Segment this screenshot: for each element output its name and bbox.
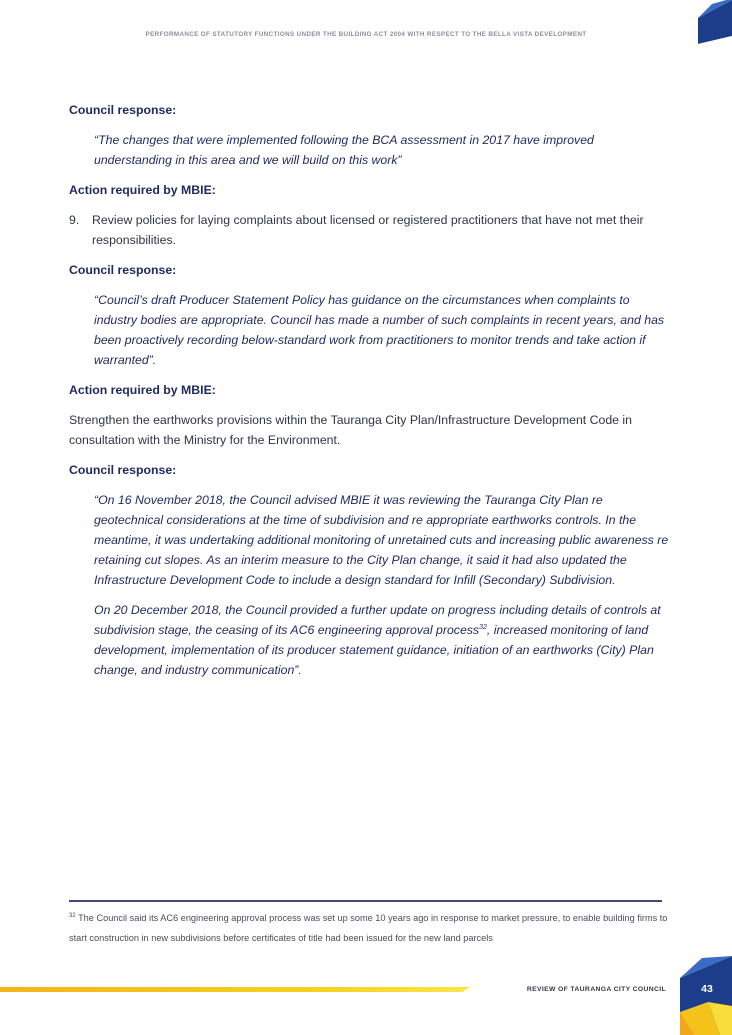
council-quote: “The changes that were implemented following the BCA assessment in 2017 have improved understanding in this area and we will build on this work” bbox=[94, 133, 594, 167]
action-required-label: Action required by MBIE: bbox=[69, 383, 216, 397]
council-quote: “On 16 November 2018, the Council advised MBIE it was reviewing the Tauranga City Plan re geotechnical considerations at the time of subdivision and re appropriate earthworks controls. In the meantime, it was undertaking additional monitoring of unretained cuts and increasing public awareness re retaining cut slopes. As an interim measure to the City Plan change, it said it had also updated the Infrastructure Development Code to include a design standard for Infill (Secondary) Subdivision. bbox=[94, 493, 669, 587]
list-number: 9. bbox=[69, 213, 80, 227]
action-required-label: Action required by MBIE: bbox=[69, 183, 216, 197]
running-header: PERFORMANCE OF STATUTORY FUNCTIONS UNDER THE BUILDING ACT 2004 WITH RESPECT TO THE BELLA VISTA DEVELOPMENT bbox=[145, 31, 587, 38]
action-text: Strengthen the earthworks provisions within the Tauranga City Plan/Infrastructure Development Code in consultation with the Ministry for the Environment. bbox=[69, 413, 632, 447]
council-response-label: Council response: bbox=[69, 263, 177, 277]
footnote bbox=[69, 908, 669, 948]
council-response-label: Council response: bbox=[69, 103, 177, 117]
main-content bbox=[69, 100, 669, 690]
corner-decoration-bottom bbox=[680, 956, 732, 1035]
page-number: 43 bbox=[701, 983, 713, 995]
footnote-reference[interactable]: 32 bbox=[479, 623, 487, 631]
corner-decoration-top bbox=[698, 0, 732, 44]
footer-label: REVIEW OF TAURANGA CITY COUNCIL bbox=[526, 986, 666, 993]
council-response-label: Council response: bbox=[69, 463, 177, 477]
footer-accent-bar bbox=[0, 987, 470, 992]
quote-text: , increased monitoring of land development, implementation of its producer statement guidance, initiation of an earthworks (City) Plan change, and industry communication”. bbox=[94, 623, 654, 677]
council-quote bbox=[94, 600, 669, 680]
footnote-divider bbox=[69, 900, 662, 902]
footnote-number: 32 bbox=[69, 912, 76, 919]
list-text: Review policies for laying complaints about licensed or registered practitioners that have not met their responsibilities. bbox=[92, 213, 644, 247]
council-quote: “Council’s draft Producer Statement Policy has guidance on the circumstances when complaints to industry bodies are appropriate. Council has made a number of such complaints in recent years, and has been proactively recording below-standard work from practitioners to monitor trends and take action if warranted”. bbox=[94, 293, 665, 367]
action-item-9 bbox=[69, 210, 669, 250]
footnote-text: The Council said its AC6 engineering approval process was set up some 10 years ago in response to market pressure, to enable building firms to start construction in new subdivisions before certificates of title had been issued for the new land parcels bbox=[69, 913, 668, 943]
quote-text: On 20 December 2018, the Council provided a further update on progress including details of controls at subdivision stage, the ceasing of its AC6 engineering approval process bbox=[94, 603, 661, 637]
